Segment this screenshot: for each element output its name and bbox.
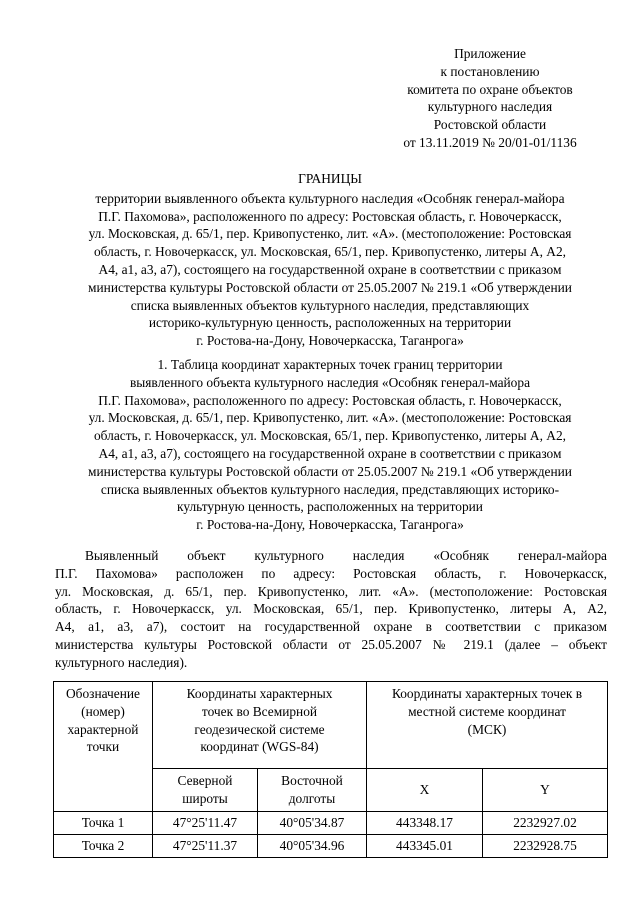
section-line: министерства культуры Ростовской области от 25.05.2007 № 219.1 «Об утверждении (88, 463, 572, 479)
title-line: министерства культуры Ростовской области от 25.05.2007 № 219.1 «Об утверждении (88, 279, 572, 295)
appendix-line: к постановлению (440, 63, 540, 79)
paragraph-line: культурного наследия). (55, 654, 188, 670)
header-point-designation: Обозначение (номер) характерной точки (54, 682, 153, 812)
document-title-block (55, 170, 605, 350)
cell-east: 40°05'34.96 (258, 835, 367, 858)
appendix-line: комитета по охране объектов (407, 81, 573, 97)
subheader-east-longitude: Восточной долготы (258, 769, 367, 812)
section-line: П.Г. Пахомова», расположенного по адресу: Ростовская область, г. Новочеркасск, (98, 392, 562, 408)
cell-y: 2232928.75 (483, 835, 608, 858)
section-line: ул. Московская, д. 65/1, пер. Кривопустенко, лит. «А». (местоположение: Ростовская (88, 410, 572, 426)
appendix-line: культурного наследия (427, 99, 553, 115)
cell-point: Точка 1 (54, 812, 153, 835)
title-line: П.Г. Пахомова», расположенного по адресу: Ростовская область, г. Новочеркасск, (98, 208, 562, 224)
appendix-line: Ростовской области (433, 117, 547, 133)
paragraph-line: А4, а1, а3, а7), состоит на государственной охране в соответствии с приказом (55, 619, 607, 635)
title-line: область, г. Новочеркасск, ул. Московская, 65/1, пер. Кривопустенко, литеры А, А2, (93, 244, 567, 260)
cell-x: 443345.01 (367, 835, 483, 858)
paragraph-line: Выявленный объект культурного наследия «Особняк генерал-майора (85, 548, 607, 563)
table-row (54, 835, 608, 858)
document-heading: ГРАНИЦЫ (298, 171, 362, 186)
appendix-header (380, 45, 600, 152)
table-row (54, 812, 608, 835)
cell-x: 443348.17 (367, 812, 483, 835)
paragraph-line: министерства культуры Ростовской области от 25.05.2007 № 219.1 (далее – объект (55, 636, 607, 652)
header-local-coordinates: Координаты характерных точек в местной системе координат (МСК) (367, 682, 608, 769)
title-line: А4, а1, а3, а7), состоящего на государственной охране в соответствии с приказом (98, 261, 562, 277)
coordinates-table (53, 681, 608, 858)
section-line: выявленного объекта культурного наследия «Особняк генерал-майора (129, 374, 531, 390)
title-line: г. Ростова-на-Дону, Новочеркасска, Таганрога» (196, 333, 464, 349)
section-line: списка выявленных объектов культурного наследия, представляющих историко- (100, 481, 560, 497)
cell-east: 40°05'34.87 (258, 812, 367, 835)
title-line: ул. Московская, д. 65/1, пер. Кривопустенко, лит. «А». (местоположение: Ростовская (88, 226, 572, 242)
subheader-north-latitude: Северной широты (153, 769, 258, 812)
table-header-row (54, 682, 608, 769)
section-line: область, г. Новочеркасск, ул. Московская, 65/1, пер. Кривопустенко, литеры А, А2, (93, 428, 567, 444)
cell-north: 47°25'11.47 (153, 812, 258, 835)
section-heading-block (55, 356, 605, 534)
cell-north: 47°25'11.37 (153, 835, 258, 858)
subheader-y: Y (483, 769, 608, 812)
appendix-line: от 13.11.2019 № 20/01-01/1136 (403, 134, 577, 150)
section-line: А4, а1, а3, а7), состоящего на государственной охране в соответствии с приказом (98, 445, 562, 461)
title-line: территории выявленного объекта культурного наследия «Особняк генерал-майора (95, 190, 565, 206)
paragraph-line: ул. Московская, д. 65/1, пер. Кривопустенко, лит. «А». (местоположение: Ростовская (55, 583, 607, 599)
cell-point: Точка 2 (54, 835, 153, 858)
header-wgs84-coordinates: Координаты характерных точек во Всемирной геодезической системе координат (WGS-84) (153, 682, 367, 769)
section-line: 1. Таблица координат характерных точек границ территории (157, 357, 503, 372)
section-line: культурную ценность, расположенных на территории (177, 499, 483, 515)
cell-y: 2232927.02 (483, 812, 608, 835)
title-line: историко-культурную ценность, расположенных на территории (148, 315, 512, 331)
subheader-x: X (367, 769, 483, 812)
appendix-line: Приложение (454, 46, 526, 61)
paragraph-line: П.Г. Пахомова» расположен по адресу: Ростовская область, г. Новочеркасск, (55, 565, 607, 581)
body-paragraph (55, 547, 607, 672)
paragraph-line: область, г. Новочеркасск, ул. Московская, 65/1, пер. Кривопустенко, литеры А, А2, (55, 601, 607, 617)
title-line: списка выявленных объектов культурного наследия, представляющих (130, 297, 530, 313)
section-line: г. Ростова-на-Дону, Новочеркасска, Таганрога» (196, 517, 464, 533)
